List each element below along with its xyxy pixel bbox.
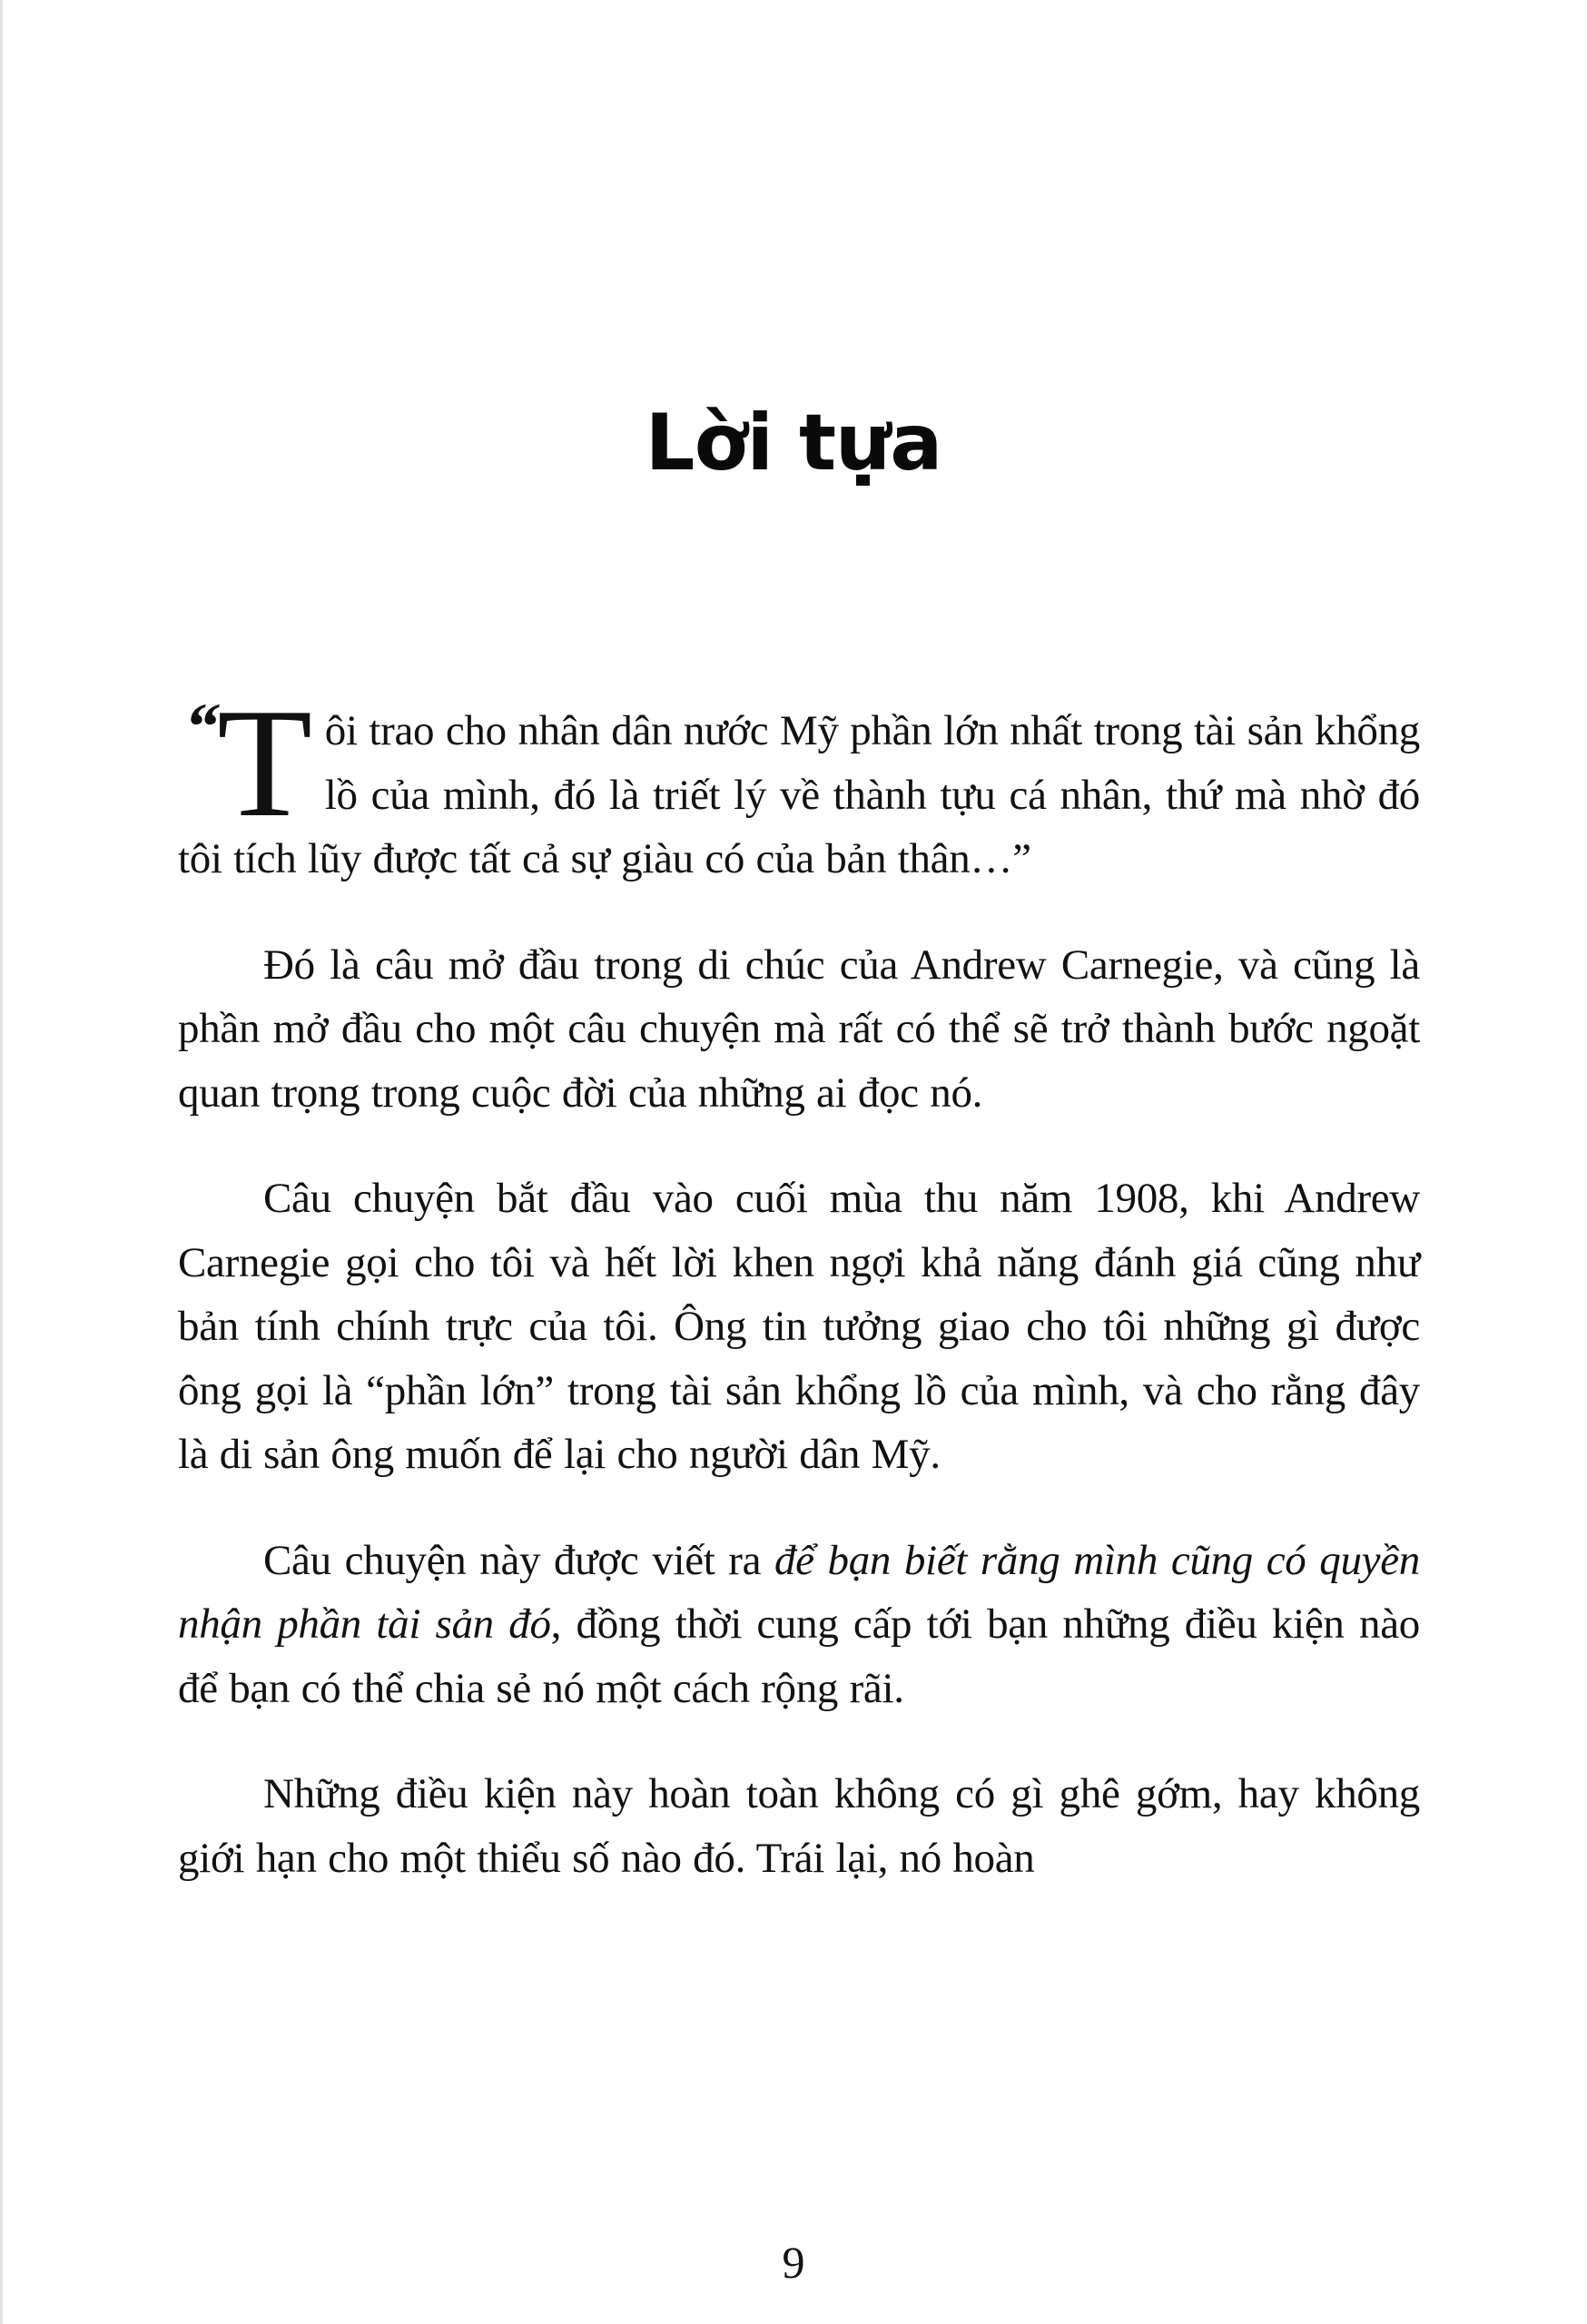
chapter-title: Lời tựa bbox=[645, 398, 942, 488]
paragraph-text: ôi trao cho nhân dân nước Mỹ phần lớn nhất trong tài sản khổng lồ của mình, đó là triết lý về thành tựu cá nhân, thứ mà nhờ đó tôi tích lũy được tất cả sự giàu có của bản thân…” bbox=[178, 707, 1420, 882]
paragraph-purpose bbox=[178, 1529, 1420, 1721]
page-edge bbox=[0, 0, 3, 2324]
paragraph-text: Đó là câu mở đầu trong di chúc của Andrew Carnegie, và cũng là phần mở đầu cho một câu chuyện mà rất có thể sẽ trở thành bước ngoặt quan trọng trong cuộc đời của những ai đọc nó. bbox=[178, 940, 1420, 1117]
paragraph-text: Những điều kiện này hoàn toàn không có gì ghê gớm, hay không giới hạn cho một thiểu số nào đó. Trái lại, nó hoàn bbox=[178, 1770, 1420, 1882]
page-number: 9 bbox=[782, 2237, 805, 2288]
paragraph-text-before: Câu chuyện này được viết ra bbox=[263, 1536, 774, 1584]
paragraph-text: Câu chuyện bắt đầu vào cuối mùa thu năm 1908, khi Andrew Carnegie gọi cho tôi và hết lời khen ngợi khả năng đánh giá cũng như bản tính chính trực của tôi. Ông tin tưởng giao cho tôi những gì được ông gọi là “phần lớn” trong tài sản khổng lồ của mình, và cho rằng đây là di sản ông muốn để lại cho người dân Mỹ. bbox=[178, 1175, 1420, 1478]
paragraph-conditions bbox=[178, 1762, 1420, 1890]
paragraph-opening-quote bbox=[178, 677, 1420, 891]
emphasized-text: để bạn biết rằng mình cũng có quyền nhận phần tài sản đó bbox=[178, 1536, 1420, 1648]
drop-cap: T bbox=[217, 677, 312, 850]
paragraph-story-start bbox=[178, 1167, 1420, 1487]
paragraph-text-after: , đồng thời cung cấp tới bạn những điều kiện nào để bạn có thể chia sẻ nó một cách rộng rãi. bbox=[178, 1600, 1420, 1712]
paragraph-will-intro bbox=[178, 933, 1420, 1126]
body-text bbox=[178, 677, 1420, 1932]
opening-quote-mark: “ bbox=[178, 690, 217, 764]
